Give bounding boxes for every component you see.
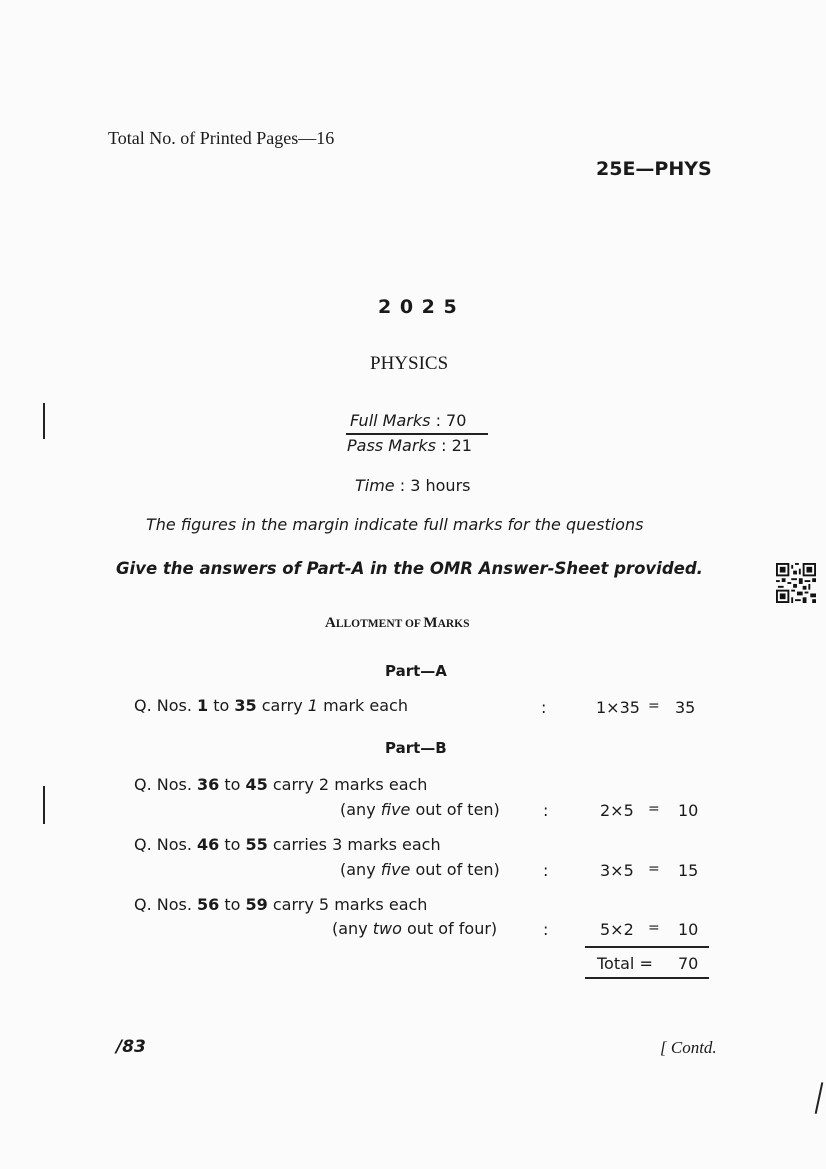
part-b-result: 15 [678, 861, 699, 880]
part-b-question-range: Q. Nos. 56 to 59 carry 5 marks each [134, 895, 428, 914]
full-marks-value: : 70 [435, 411, 467, 430]
total-bottom-rule [585, 977, 709, 979]
total-value: 70 [678, 954, 699, 973]
part-b-calc: 2×5 [600, 801, 634, 820]
part-b-choice: (any two out of four) [332, 919, 498, 938]
full-marks [350, 411, 466, 430]
part-a-colon: : [541, 698, 547, 717]
qr-code [776, 563, 816, 603]
contd-note: [ Contd. [660, 1038, 717, 1057]
part-a-question-range: Q. Nos. 1 to 35 carry 1 mark each [134, 696, 408, 715]
printed-pages-count: Total No. of Printed Pages—16 [108, 128, 335, 148]
part-b-question-range: Q. Nos. 46 to 55 carries 3 marks each [134, 835, 441, 854]
full-marks-label: Full Marks [350, 411, 431, 430]
exam-year: 2 0 2 5 [378, 296, 458, 318]
part-b-result: 10 [678, 801, 699, 820]
part-b-equals: = [648, 861, 660, 877]
allotment-heading: ALLOTMENT OF MARKS [325, 615, 470, 631]
part-b-equals: = [648, 920, 660, 936]
part-a-calc: 1×35 [596, 698, 640, 717]
part-b-equals: = [648, 801, 660, 817]
part-b-colon: : [543, 920, 549, 939]
page-code: /83 [116, 1037, 146, 1057]
margin-mark [43, 786, 45, 824]
part-b-calc: 3×5 [600, 861, 634, 880]
part-b-calc: 5×2 [600, 920, 634, 939]
paper-code: 25E—PHYS [596, 158, 712, 180]
margin-note: The figures in the margin indicate full marks for the questions [146, 515, 644, 534]
part-b-question-range: Q. Nos. 36 to 45 carry 2 marks each [134, 775, 428, 794]
margin-mark [43, 403, 45, 439]
part-a-equals: = [648, 698, 660, 714]
marks-divider [346, 433, 488, 435]
part-b-colon: : [543, 861, 549, 880]
part-b-choice: (any five out of ten) [340, 800, 500, 819]
part-a-label: Part—A [385, 662, 447, 680]
total-label: Total = [597, 954, 653, 973]
part-b-result: 10 [678, 920, 699, 939]
total-top-rule [585, 946, 709, 948]
omr-note: Give the answers of Part-A in the OMR Answer-Sheet provided. [116, 559, 703, 578]
part-b-label: Part—B [385, 739, 447, 757]
pass-marks [347, 436, 472, 455]
part-b-colon: : [543, 801, 549, 820]
time-label: Time [355, 476, 395, 495]
margin-mark [815, 1082, 823, 1114]
exam-time [355, 476, 470, 495]
time-value: : 3 hours [399, 476, 471, 495]
exam-subject: PHYSICS [370, 353, 449, 374]
part-b-choice: (any five out of ten) [340, 860, 500, 879]
part-a-result: 35 [675, 698, 696, 717]
pass-marks-label: Pass Marks [347, 436, 436, 455]
pass-marks-value: : 21 [441, 436, 472, 455]
